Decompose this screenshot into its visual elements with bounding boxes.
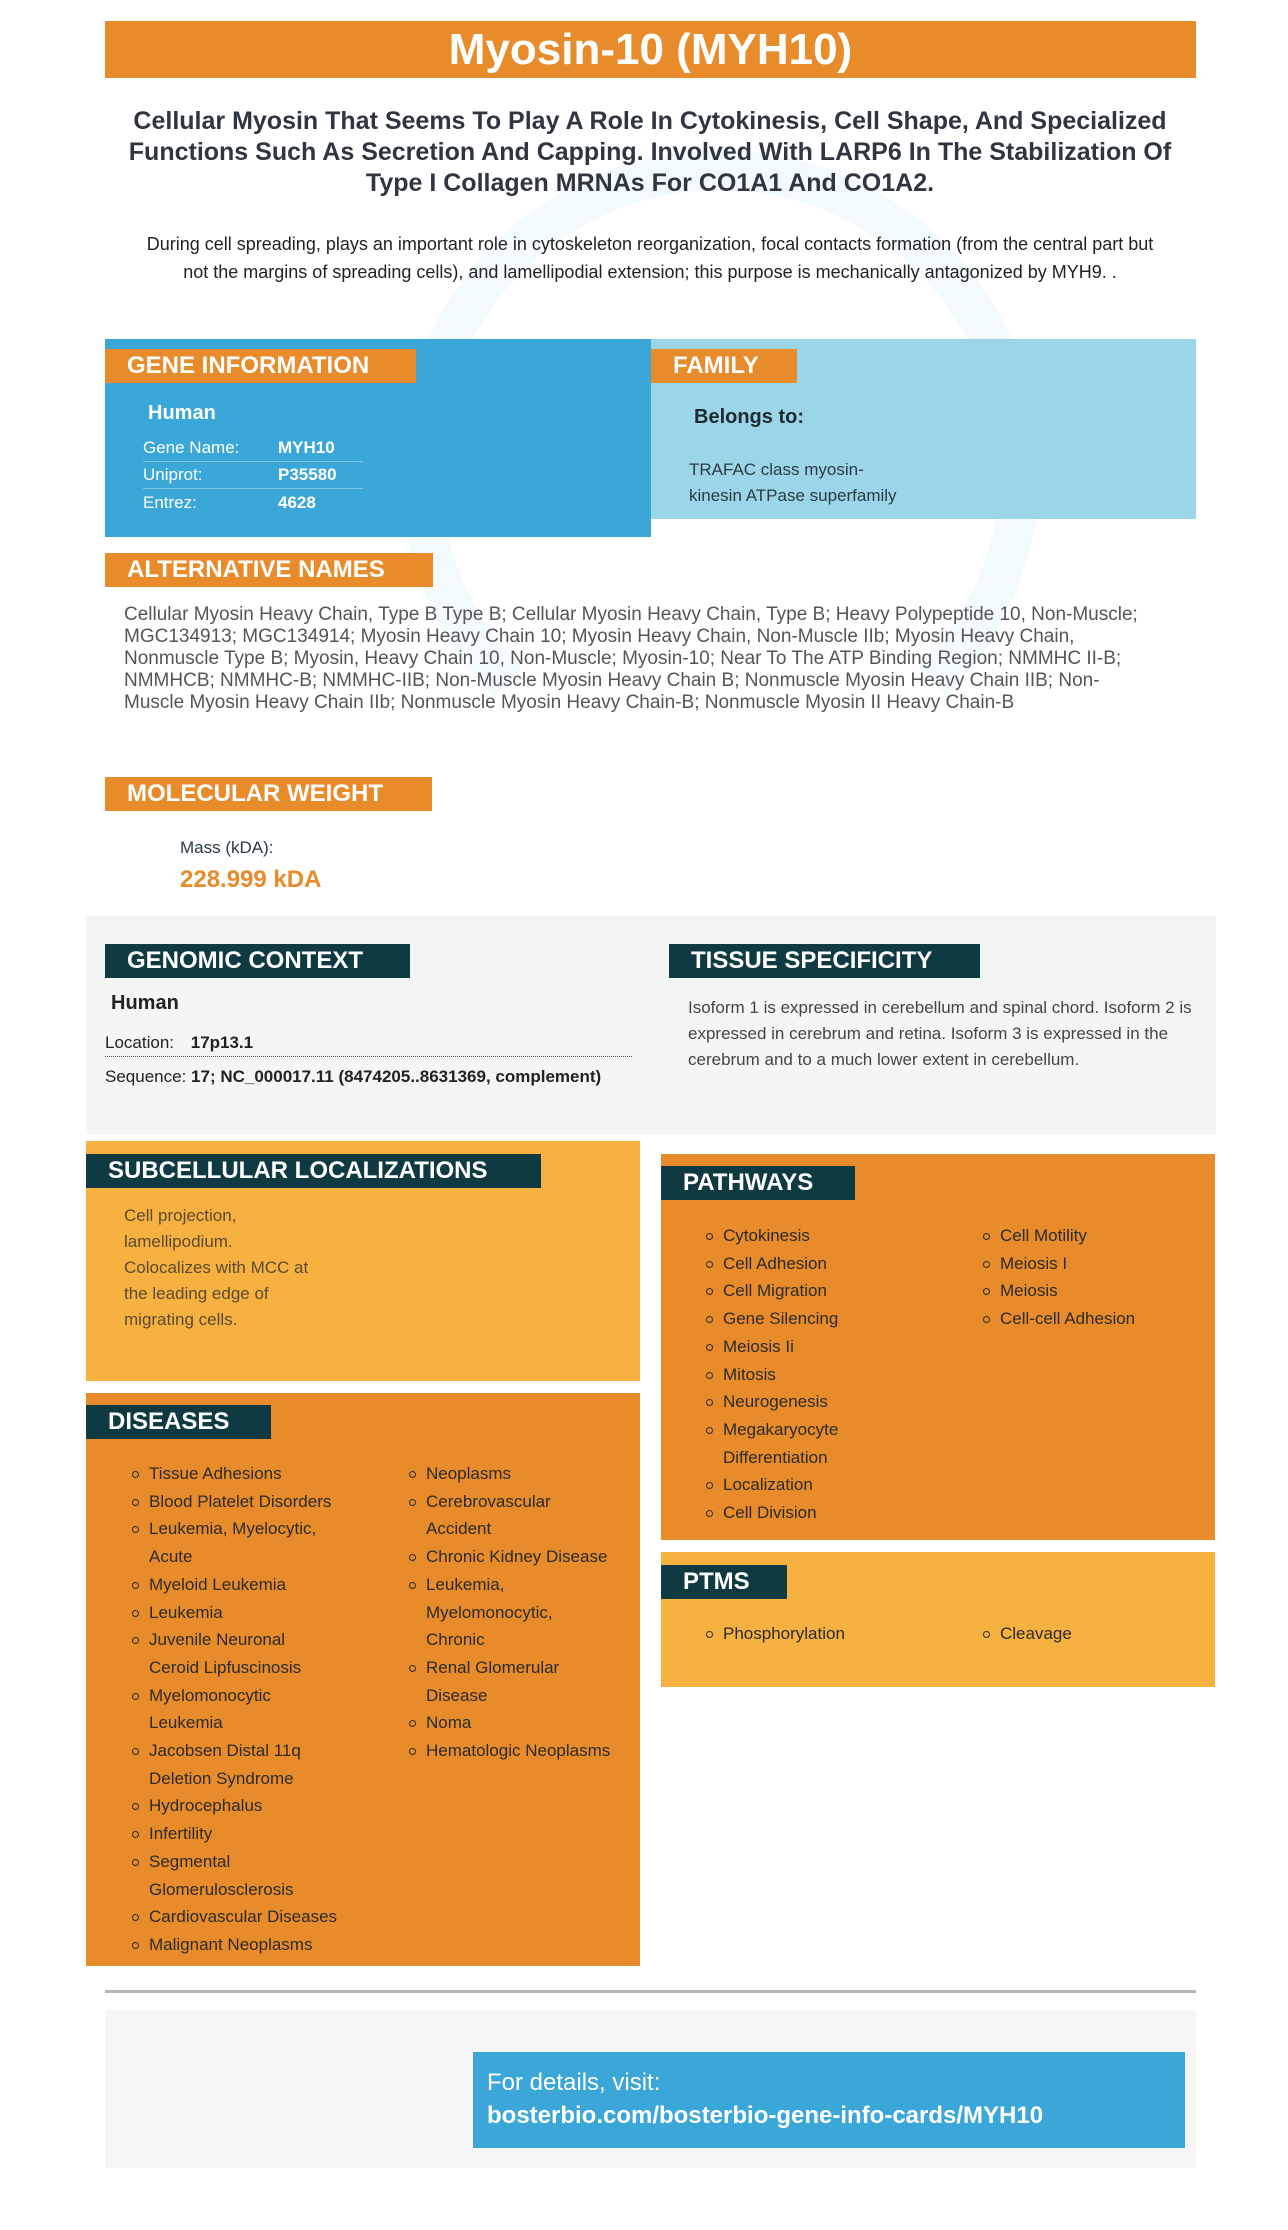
subcellular-line-1: Cell projection, [124,1206,237,1225]
entrez-key: Entrez: [143,493,197,512]
list-item: Cytokinesis [703,1222,943,1250]
sequence-value: 17; NC_000017.11 (8474205..8631369, complement) [191,1067,602,1086]
alternative-names-text: Cellular Myosin Heavy Chain, Type B Type B; Cellular Myosin Heavy Chain, Type B; Heavy Polypeptide 10, Non-Muscle; MGC134913; MGC134914; Myosin Heavy Chain 10; Myosin Heavy Chain, Non-Muscle IIb; Myosin Heavy Chain, Nonmuscle Type B; Myosin, Heavy Chain 10, Non-Muscle; Myosin-10; Near To The ATP Binding Region; NMMHC II-B; NMMHCB; NMMHC-B; NMMHC-IIB; Non-Muscle Myosin Heavy Chain B; Nonmuscle Myosin Heavy Chain IIB; Non-Muscle Myosin Heavy Chain IIb; Nonmuscle Myosin Heavy Chain-B; Nonmuscle Myosin II Heavy Chain-B [124,604,1138,713]
footer-divider [105,1990,1196,1993]
list-item: Jacobsen Distal 11q Deletion Syndrome [129,1737,334,1792]
family-heading: FAMILY [651,349,797,383]
gene-species: Human [148,402,216,424]
list-item: Myeloid Leukemia [129,1571,334,1599]
details-url[interactable]: bosterbio.com/bosterbio-gene-info-cards/MYH10 [487,2102,1044,2129]
sequence-label: Sequence: [105,1067,187,1086]
ptms-list-col-1 [703,1620,943,1648]
list-item: Localization [703,1471,943,1499]
location-label: Location: [105,1033,174,1052]
subcellular-line-3: Colocalizes with MCC at [124,1258,309,1277]
list-item: Noma [406,1709,626,1737]
entrez-value: 4628 [278,493,316,512]
page-subtitle: Cellular Myosin That Seems To Play A Role In Cytokinesis, Cell Shape, And Specialized Functions Such As Secretion And Capping. Involved With LARP6 In The Stabilization Of Type I Collagen MRNAs For CO1A1 And CO1A2. [128,107,1172,197]
page-title: Myosin-10 (MYH10) [105,21,1196,78]
genomic-context-heading: GENOMIC CONTEXT [105,944,410,978]
uniprot-row [143,461,363,489]
list-item: Cerebrovascular Accident [406,1488,576,1543]
list-item: Cell Migration [703,1277,943,1305]
list-item: Leukemia [129,1599,334,1627]
subcellular-line-5: migrating cells. [124,1310,238,1329]
subcellular-section [86,1141,640,1381]
list-item: Chronic Kidney Disease [406,1543,626,1571]
mass-value: 228.999 kDA [180,866,322,893]
gene-information-heading: GENE INFORMATION [105,349,416,383]
list-item: Tissue Adhesions [129,1460,334,1488]
family-section [651,339,1196,519]
list-item: Meiosis Ii [703,1333,943,1361]
details-link-box[interactable] [473,2052,1185,2148]
mass-label: Mass (kDA): [180,838,274,857]
genomic-tissue-panel [86,916,1216,1134]
list-item: Meiosis [980,1277,1200,1305]
list-item: Hematologic Neoplasms [406,1737,626,1765]
list-item: Leukemia, Myelocytic, Acute [129,1515,334,1570]
list-item: Infertility [129,1820,334,1848]
gene-name-row [143,434,363,462]
subcellular-line-2: lamellipodium. [124,1232,233,1251]
list-item: Cell Division [703,1499,943,1527]
tissue-specificity-text: Isoform 1 is expressed in cerebellum and spinal chord. Isoform 2 is expressed in cerebrum and retina. Isoform 3 is expressed in the cerebrum and to a much lower extent in cerebellum. [688,998,1192,1069]
list-item: Juvenile Neuronal Ceroid Lipfuscinosis [129,1626,334,1681]
subcellular-heading: SUBCELLULAR LOCALIZATIONS [86,1154,541,1188]
ptms-heading: PTMS [661,1565,787,1599]
family-value-line-2: kinesin ATPase superfamily [689,486,897,505]
family-value-line-1: TRAFAC class myosin- [689,460,864,479]
pathways-heading: PATHWAYS [661,1166,855,1200]
list-item: Meiosis I [980,1250,1200,1278]
uniprot-key: Uniprot: [143,465,203,484]
list-item: Megakaryocyte Differentiation [703,1416,873,1471]
uniprot-value: P35580 [278,465,337,484]
subcellular-text [124,1203,308,1333]
list-item: Cell-cell Adhesion [980,1305,1200,1333]
alternative-names-heading: ALTERNATIVE NAMES [105,553,433,587]
list-item: Malignant Neoplasms [129,1931,334,1959]
pathways-section [661,1154,1215,1540]
location-value: 17p13.1 [190,1033,254,1052]
gene-name-key: Gene Name: [143,438,240,457]
list-item: Renal Glomerular Disease [406,1654,586,1709]
ptms-list-col-2 [980,1620,1200,1648]
list-item: Neoplasms [406,1460,626,1488]
list-item: Blood Platelet Disorders [129,1488,334,1516]
pathways-list-col-1 [703,1222,943,1527]
list-item: Neurogenesis [703,1388,943,1416]
list-item: Phosphorylation [703,1620,943,1648]
molecular-weight-heading: MOLECULAR WEIGHT [105,777,432,811]
list-item: Myelomonocytic Leukemia [129,1682,314,1737]
details-label: For details, visit: [487,2069,661,2096]
family-belongs-label: Belongs to: [694,406,804,428]
subcellular-line-4: the leading edge of [124,1284,269,1303]
diseases-section [86,1393,640,1966]
sequence-row [105,1064,601,1090]
entrez-row [143,489,363,516]
diseases-list-col-2 [406,1460,626,1765]
diseases-list-col-1 [129,1460,338,1959]
ptms-section [661,1552,1215,1687]
pathways-list-col-2 [980,1222,1200,1333]
list-item: Hydrocephalus [129,1792,334,1820]
gene-information-section [105,339,651,537]
family-value [689,457,897,509]
list-item: Gene Silencing [703,1305,943,1333]
diseases-heading: DISEASES [86,1405,271,1439]
list-item: Segmental Glomerulosclerosis [129,1848,319,1903]
location-row [105,1029,632,1057]
function-description: During cell spreading, plays an important role in cytoskeleton reorganization, focal contacts formation (from the central part but not the margins of spreading cells), and lamellipodial extension; this purpose is mechanically antagonized by MYH9. . [146,234,1154,282]
tissue-specificity-heading: TISSUE SPECIFICITY [669,944,980,978]
list-item: Mitosis [703,1361,943,1389]
list-item: Cardiovascular Diseases [129,1903,389,1931]
gene-name-value: MYH10 [278,438,335,457]
list-item: Cell Adhesion [703,1250,943,1278]
list-item: Cell Motility [980,1222,1200,1250]
list-item: Cleavage [980,1620,1200,1648]
genomic-species: Human [111,992,179,1014]
list-item: Leukemia, Myelomonocytic, Chronic [406,1571,576,1654]
